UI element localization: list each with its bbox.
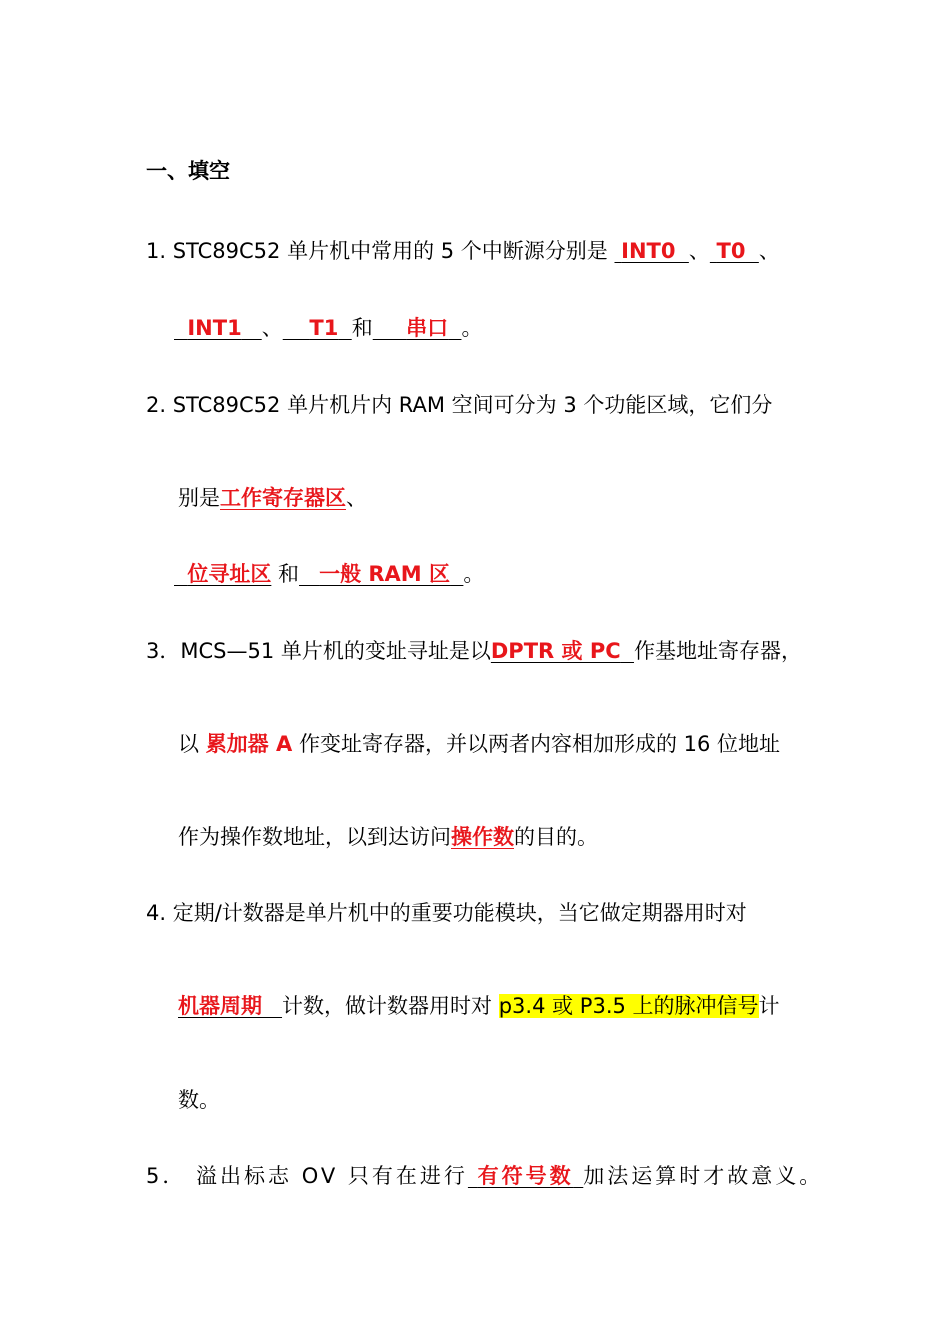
and-word: 和 — [351, 316, 373, 340]
blank-int1 — [174, 316, 262, 340]
answer-signed-number: 有符号数 — [477, 1164, 574, 1188]
blank-t1 — [283, 316, 352, 340]
period: 。 — [461, 316, 483, 340]
question-1-line-1 — [146, 236, 780, 266]
question-5-suffix: 加法运算时才故意义。 — [583, 1164, 824, 1188]
question-3-text: 3．MCS—51 单片机的变址寻址是以 — [146, 639, 491, 663]
answer-int0: INT0 — [621, 239, 676, 263]
blank-serial — [373, 316, 462, 340]
answer-t0: T0 — [716, 239, 746, 263]
answer-t1: T1 — [309, 316, 339, 340]
question-5-line-1 — [146, 1161, 823, 1191]
question-2-line-3 — [174, 559, 484, 589]
question-4-end: 计 — [758, 994, 780, 1018]
and-word: 和 — [278, 562, 300, 586]
question-2-prefix: 别是 — [178, 486, 220, 510]
question-5-text: 5． 溢出标志 OV 只有在进行 — [146, 1164, 468, 1188]
question-2-line-2 — [178, 483, 367, 513]
question-4-line-1: 4. 定期/计数器是单片机中的重要功能模块，当它做定期器用时对 — [146, 901, 747, 925]
answer-general-ram-area: 一般 RAM 区 — [319, 562, 451, 586]
question-4-line-3: 数。 — [178, 1088, 220, 1112]
answer-bit-addressable-area: 位寻址区 — [187, 562, 272, 586]
answer-int1: INT1 — [187, 316, 242, 340]
answer-dptr-or-pc: DPTR 或 PC — [490, 639, 621, 663]
separator: 、 — [688, 239, 710, 263]
question-1-line-2 — [174, 313, 482, 343]
answer-working-register-area: 工作寄存器区 — [220, 486, 346, 510]
question-3-line-2 — [178, 729, 780, 759]
question-3-line-3 — [178, 822, 598, 852]
separator: 、 — [261, 316, 283, 340]
question-3-line-2-text: 作变址寄存器，并以两者内容相加形成的 16 位地址 — [292, 732, 781, 756]
question-4-mid-text: 计数，做计数器用时对 — [282, 994, 499, 1018]
question-3-end: 的目的。 — [514, 825, 598, 849]
answer-serial: 串口 — [406, 316, 449, 340]
separator: 、 — [346, 486, 367, 510]
blank-bit-area — [174, 562, 271, 586]
answer-operand: 操作数 — [451, 825, 514, 849]
question-4-line-2 — [178, 991, 780, 1021]
answer-accumulator-a: 累加器 A — [205, 732, 293, 756]
answer-machine-cycle: 机器周期 — [178, 994, 262, 1018]
question-2-line-1: 2. STC89C52 单片机片内 RAM 空间可分为 3 个功能区域，它们分 — [146, 393, 773, 417]
blank-machine-cycle — [178, 994, 282, 1018]
question-3-prefix: 以 — [178, 732, 206, 756]
blank-int0 — [614, 239, 688, 263]
period: 。 — [463, 562, 485, 586]
blank-signed-number — [468, 1164, 583, 1188]
blank-ram-area — [299, 562, 463, 586]
blank-base-register — [491, 639, 634, 663]
answer-pulse-signal-highlighted: p3.4 或 P3.5 上的脉冲信号 — [498, 994, 759, 1018]
question-3-line-3-text: 作为操作数地址，以到达访问 — [178, 825, 451, 849]
question-3-suffix: 作基地址寄存器， — [633, 639, 802, 663]
question-1-text: 1. STC89C52 单片机中常用的 5 个中断源分别是 — [146, 239, 615, 263]
section-title: 一、填空 — [146, 159, 230, 183]
question-3-line-1 — [146, 636, 802, 666]
blank-t0 — [710, 239, 759, 263]
separator: 、 — [758, 239, 780, 263]
